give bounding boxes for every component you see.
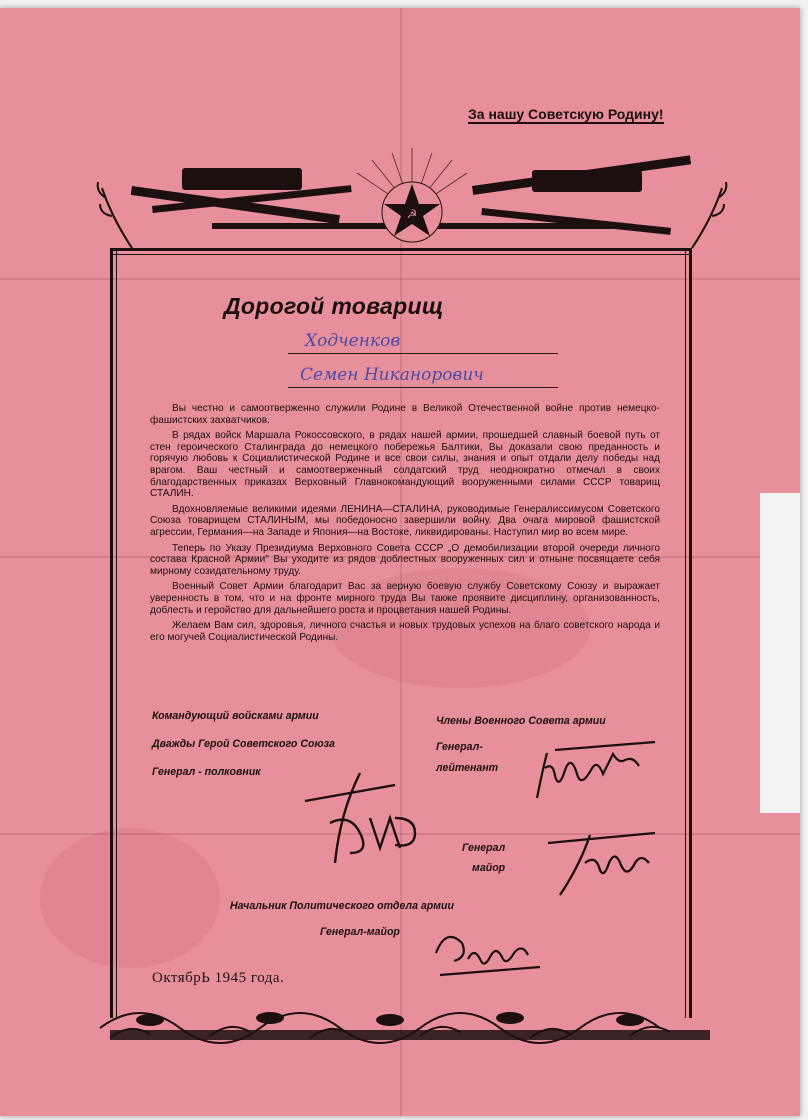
recipient-surname: Ходченков [305,331,401,351]
footer-ornament [90,998,730,1048]
oak-leaf-icon [136,1012,644,1026]
council-rank1-b: лейтенант [436,762,499,774]
political-head-signature [430,923,550,983]
council-title: Члены Военного Совета армии [436,715,606,727]
paragraph: Вдохновляемые великими идеями ЛЕНИНА—СТАЛИНА, руководимые Генералиссимусом Советского Союза товарищем СТАЛИНЫМ, мы победоносно завершили войну. Два очага мировой фашистской агрессии, Германия—на Западе и Япония—на Востоке, ликвидированы. Наступил мир во всем мире. [150,503,660,538]
motto: За нашу Советскую Родину! [468,106,664,122]
certificate-body-text [150,403,660,647]
council-member-signature [525,738,665,808]
certificate-sheet [0,8,800,1116]
greeting-heading: Дорогой товарищ [224,293,444,319]
council-rank1-a: Генерал- [436,741,483,753]
council-member-signature [540,823,670,903]
banner-emblem [92,148,732,258]
political-title: Начальник Политического отдела армии [230,900,454,912]
commander-signature [300,763,430,873]
issue-date: ОктябрЬ 1945 года. [152,970,285,986]
council-rank2-b: майор [472,862,506,874]
political-rank: Генерал-майор [320,926,400,938]
paragraph: Теперь по Указу Президиума Верховного Совета СССР „О демобилизации второй очереди личного состава Красной Армии" Вы уходите из рядов доблестных вооруженных сил и отныне посвящаете себя мирному созидательному труду. [150,542,660,577]
recipient-given-names: Семен Никанорович [300,365,484,385]
commander-rank-line: Дважды Герой Советского Союза [152,738,335,750]
torn-edge [760,493,800,813]
soviet-star-emblem-icon [382,182,442,242]
council-rank2-a: Генерал [462,842,506,854]
paragraph: Желаем Вам сил, здоровья, личного счастья и новых трудовых успехов на благо советского народа и его могучей Социалистической Родины. [150,620,660,643]
paragraph: Вы честно и самоотверженно служили Родине в Великой Отечественной войне против немецко-фашистских захватчиков. [150,403,660,426]
paragraph: Военный Совет Армии благодарит Вас за верную боевую службу Советскому Союзу и выражает уверенность в том, что и на фронте мирного труда Вы также проявите дисциплину, организованность, доблесть и геройство для дальнейшего роста и процветания нашей Родины. [150,581,660,616]
commander-rank: Генерал - полковник [152,766,261,778]
name-underline [288,353,558,354]
name-underline [288,387,558,388]
paragraph: В рядах войск Маршала Рокоссовского, в рядах нашей армии, прошедшей славный боевой путь от стен героического Сталинграда до немецкого побережья Балтики, Вы доказали свою преданность и горячую любовь к Социалистической Родине и все свои силы, знания и опыт отдали делу победы над врагом. Ваш честный и самоотверженный солдатский труд неоднократно отмечал в своих благодарственных приказах Верховный Главнокомандующий вооруженными силами СССР товарищ СТАЛИН. [150,430,660,500]
commander-title: Командующий войсками армии [152,710,319,722]
hammer-sickle-icon: ☭ [406,207,418,221]
